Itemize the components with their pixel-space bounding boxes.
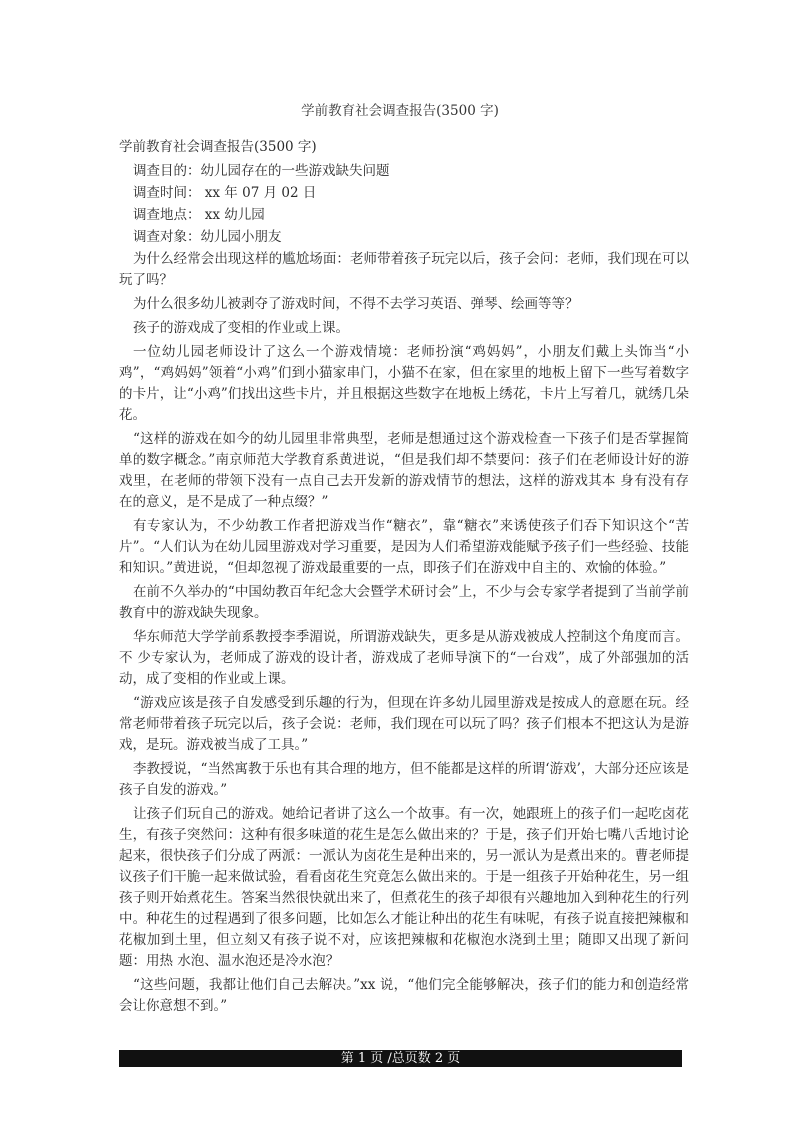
paragraph: 有专家认为，不少幼教工作者把游戏当作“糖衣”，靠“糖衣”来诱使孩子们吞下知识这个“苦片”。“人们认为在幼儿园里游戏对学习重要，是因为人们希望游戏能赋予孩子们一些经验、技能和知识。”黄进说，“但却忽视了游戏最重要的一点，即孩子们在游戏中自主的、欢愉的体验。” <box>119 518 689 576</box>
paragraph: “这样的游戏在如今的幼儿园里非常典型，老师是想通过这个游戏检查一下孩子们是否掌握简单的数字概念。”南京师范大学教育系黄进说，“但是我们却不禁要问：孩子们在老师设计好的游戏里，在老师的带领下没有一点自己去开发新的游戏情节的想法，这样的游戏其本 身有没有存在的意义，是不是成了一种点缀？” <box>119 431 689 510</box>
document-body <box>119 137 689 1020</box>
paragraph: 在前不久举办的“中国幼教百年纪念大会暨学术研讨会”上，不少与会专家学者提到了当前学前教育中的游戏缺失现象。 <box>119 584 689 621</box>
paragraph: 为什么经常会出现这样的尴尬场面：老师带着孩子玩完以后，孩子会问：老师，我们现在可以玩了吗？ <box>119 251 689 288</box>
paragraph: “这些问题，我都让他们自己去解决。”xx 说，“他们完全能够解决，孩子们的能力和创造经常会让你意想不到。” <box>119 977 689 1014</box>
paragraph: 为什么很多幼儿被剥夺了游戏时间，不得不去学习英语、弹琴、绘画等等？ <box>133 296 579 312</box>
paragraph: 一位幼儿园老师设计了这么一个游戏情境：老师扮演“鸡妈妈”，小朋友们戴上头饰当“小鸡”，“鸡妈妈”领着“小鸡”们到小猫家串门，小猫不在家，但在家里的地板上留下一些写着数字的卡片，让“小鸡”们找出这些卡片，并且根据这些数字在地板上绣花，卡片上写着几，就绣几朵花。 <box>119 344 689 423</box>
meta-subject: 调查对象：幼儿园小朋友 <box>133 229 282 245</box>
page-footer: 第 1 页 /总页数 2 页 <box>119 1050 682 1067</box>
paragraph: “游戏应该是孩子自发感受到乐趣的行为，但现在许多幼儿园里游戏是按成人的意愿在玩。经常老师带着孩子玩完以后，孩子会说：老师，我们现在可以玩了吗？孩子们根本不把这认为是游戏，是玩。游戏被当成了工具。” <box>119 695 689 753</box>
meta-purpose: 调查目的：幼儿园存在的一些游戏缺失问题 <box>133 163 390 179</box>
paragraph: 李教授说，“当然寓教于乐也有其合理的地方，但不能都是这样的所谓‘游戏’，大部分还应该是孩子自发的游戏。” <box>119 761 689 798</box>
meta-location: 调查地点： xx 幼儿园 <box>133 207 265 223</box>
paragraph: 华东师范大学学前系教授李季湄说，所谓游戏缺失，更多是从游戏被成人控制这个角度而言。不 少专家认为，老师成了游戏的设计者，游戏成了老师导演下的“一台戏”，成了外部强加的活动，成了变相的作业或上课。 <box>119 629 689 687</box>
meta-time: 调查时间： xx 年 07 月 02 日 <box>133 185 317 201</box>
page-title: 学前教育社会调查报告(3500 字) <box>301 103 499 119</box>
paragraph: 孩子的游戏成了变相的作业或上课。 <box>133 320 349 336</box>
report-heading: 学前教育社会调查报告(3500 字) <box>119 139 317 155</box>
paragraph: 让孩子们玩自己的游戏。她给记者讲了这么一个故事。有一次，她跟班上的孩子们一起吃卤花生，有孩子突然问：这种有很多味道的花生是怎么做出来的？于是，孩子们开始七嘴八舌地讨论起来，很快孩子们分成了两派：一派认为卤花生是种出来的，另一派认为是煮出来的。曹老师提议孩子们干脆一起来做试验，看看卤花生究竟怎么做出来的。于是一组孩子开始种花生，另一组孩子则开始煮花生。答案当然很快就出来了，但煮花生的孩子却很有兴趣地加入到种花生的行列中。种花生的过程遇到了很多问题，比如怎么才能让种出的花生有味呢，有孩子说直接把辣椒和花椒加到土里，但立刻又有孩子说不对，应该把辣椒和花椒泡水浇到土里；随即又出现了新问题：用热 水泡、温水泡还是冷水泡？ <box>119 806 689 969</box>
